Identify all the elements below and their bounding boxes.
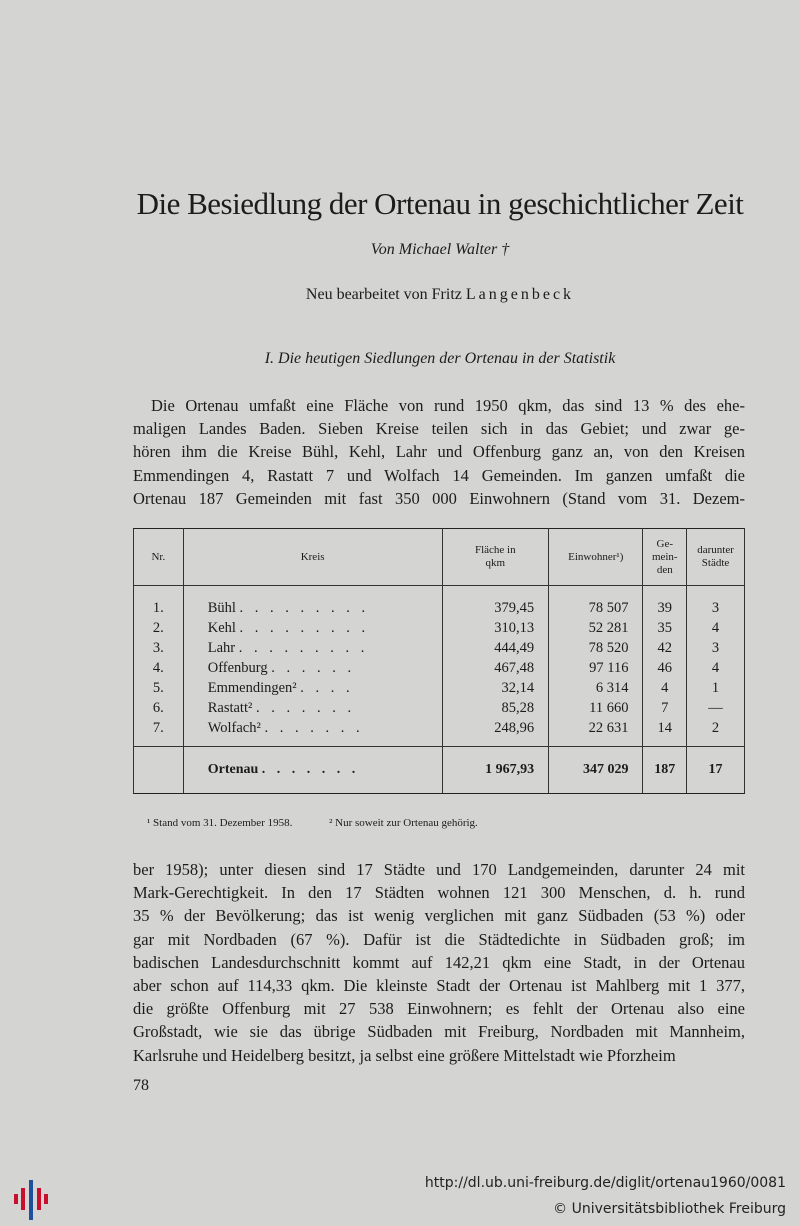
paragraph-2 (133, 858, 745, 1067)
text-line: Mark-Gerechtigkeit. In den 17 Städten wohnen 121 300 Menschen, d. h. rund (133, 883, 745, 903)
header-gemeinden: Ge- mein- den (643, 529, 687, 586)
text-line: gar mit Nordbaden (67 %). Dafür ist die Städtedichte in Südbaden groß; im (133, 929, 745, 949)
table-header-row (134, 529, 745, 586)
source-url-link[interactable]: http://dl.ub.uni-freiburg.de/diglit/ortenau1960/0081 (424, 1175, 786, 1191)
cell-einwohner: 97 116 (549, 658, 643, 678)
cell-staedte: 1 (687, 678, 745, 698)
table-footnotes (147, 817, 478, 829)
cell-gemeinden: 35 (643, 618, 687, 638)
cell-kreis: Bühl . . . . . . . . . (183, 586, 442, 619)
cell-nr: 1. (134, 586, 184, 619)
cell-nr: 4. (134, 658, 184, 678)
cell-staedte: 2 (687, 718, 745, 747)
cell-nr: 6. (134, 698, 184, 718)
cell-nr: 2. (134, 618, 184, 638)
cell-kreis: Wolfach² . . . . . . . (183, 718, 442, 747)
text-line: Die Ortenau umfaßt eine Fläche von rund 1950 qkm, das sind 13 % des ehe- (151, 396, 745, 415)
cell-kreis: Kehl . . . . . . . . . (183, 618, 442, 638)
revised-by-line (0, 286, 800, 304)
author-line: Von Michael Walter † (370, 241, 510, 258)
cell-gemeinden: 42 (643, 638, 687, 658)
cell-flaeche: 310,13 (442, 618, 549, 638)
cell-einwohner: 78 507 (549, 586, 643, 619)
cell-flaeche: 248,96 (442, 718, 549, 747)
total-kreis: Ortenau . . . . . . . (183, 747, 442, 794)
cell-gemeinden: 7 (643, 698, 687, 718)
cell-flaeche: 467,48 (442, 658, 549, 678)
cell-einwohner: 6 314 (549, 678, 643, 698)
revised-name: Langenbeck (465, 286, 575, 303)
text-line: die größte Offenburg mit 27 538 Einwohnern; es fehlt der Ortenau also eine (133, 999, 745, 1019)
cell-einwohner: 52 281 (549, 618, 643, 638)
cell-staedte: — (687, 698, 745, 718)
cell-kreis: Rastatt² . . . . . . . (183, 698, 442, 718)
total-einwohner: 347 029 (549, 747, 643, 794)
cell-staedte: 3 (687, 638, 745, 658)
cell-gemeinden: 39 (643, 586, 687, 619)
cell-flaeche: 379,45 (442, 586, 549, 619)
cell-staedte: 3 (687, 586, 745, 619)
total-staedte: 17 (687, 747, 745, 794)
cell-flaeche: 32,14 (442, 678, 549, 698)
copyright-notice: © Universitätsbibliothek Freiburg (553, 1201, 786, 1217)
header-kreis: Kreis (183, 529, 442, 586)
cell-staedte: 4 (687, 618, 745, 638)
text-line: 35 % der Bevölkerung; das ist wenig verglichen mit ganz Südbaden (53 %) oder (133, 906, 745, 926)
cell-einwohner: 78 520 (549, 638, 643, 658)
cell-flaeche: 444,49 (442, 638, 549, 658)
cell-einwohner: 22 631 (549, 718, 643, 747)
header-staedte: darunter Städte (687, 529, 745, 586)
table-row (134, 698, 745, 718)
cell-flaeche: 85,28 (442, 698, 549, 718)
text-line: badischen Landesdurchschnitt kommt auf 142,21 qkm eine Stadt, in der Ortenau (133, 952, 745, 972)
table-row (134, 718, 745, 747)
cell-nr: 3. (134, 638, 184, 658)
table-row (134, 638, 745, 658)
section-heading: I. Die heutigen Siedlungen der Ortenau in der Statistik (264, 350, 616, 367)
cell-nr: 7. (134, 718, 184, 747)
total-flaeche: 1 967,93 (442, 747, 549, 794)
cell-gemeinden: 46 (643, 658, 687, 678)
paragraph-1 (133, 394, 745, 510)
text-line: Ortenau 187 Gemeinden mit fast 350 000 Einwohnern (Stand vom 31. Dezem- (133, 488, 745, 508)
table-row (134, 678, 745, 698)
cell-kreis: Emmendingen² . . . . (183, 678, 442, 698)
ub-freiburg-logo-icon (12, 1180, 52, 1220)
total-gemeinden: 187 (643, 747, 687, 794)
footnote-2: ² Nur soweit zur Ortenau gehörig. (329, 817, 478, 829)
cell-gemeinden: 14 (643, 718, 687, 747)
text-line: ber 1958); unter diesen sind 17 Städte und 170 Landgemeinden, darunter 24 mit (133, 860, 745, 879)
page-number: 78 (133, 1077, 149, 1094)
header-einwohner: Einwohner¹) (549, 529, 643, 586)
text-line: Großstadt, wie sie das übrige Südbaden mit Freiburg, Nordbaden mit Mannheim, (133, 1022, 745, 1042)
text-line: maligen Landes Baden. Sieben Kreise teilen sich in das Gebiet; und zwar ge- (133, 419, 745, 439)
statistics-table (133, 528, 745, 794)
cell-kreis: Lahr . . . . . . . . . (183, 638, 442, 658)
cell-nr: 5. (134, 678, 184, 698)
header-nr: Nr. (134, 529, 184, 586)
table-row (134, 658, 745, 678)
table-total-row (134, 747, 745, 794)
page-title: Die Besiedlung der Ortenau in geschichtlicher Zeit (136, 186, 744, 221)
text-line: Emmendingen 4, Rastatt 7 und Wolfach 14 Gemeinden. Im ganzen umfaßt die (133, 465, 745, 485)
table-row (134, 586, 745, 619)
table-row (134, 618, 745, 638)
cell-staedte: 4 (687, 658, 745, 678)
text-line: Karlsruhe und Heidelberg besitzt, ja selbst eine größere Mittelstadt wie Pforzheim (133, 1045, 676, 1065)
header-flaeche: Fläche in qkm (442, 529, 549, 586)
cell-kreis: Offenburg . . . . . . (183, 658, 442, 678)
text-line: hören ihm die Kreise Bühl, Kehl, Lahr und Offenburg ganz an, von den Kreisen (133, 442, 745, 462)
cell-einwohner: 11 660 (549, 698, 643, 718)
cell-gemeinden: 4 (643, 678, 687, 698)
revised-prefix: Neu bearbeitet von Fritz (305, 286, 466, 303)
text-line: aber schon auf 114,33 qkm. Die kleinste Stadt der Ortenau ist Mahlberg mit 1 377, (133, 976, 745, 996)
footnote-1: ¹ Stand vom 31. Dezember 1958. (147, 817, 293, 829)
